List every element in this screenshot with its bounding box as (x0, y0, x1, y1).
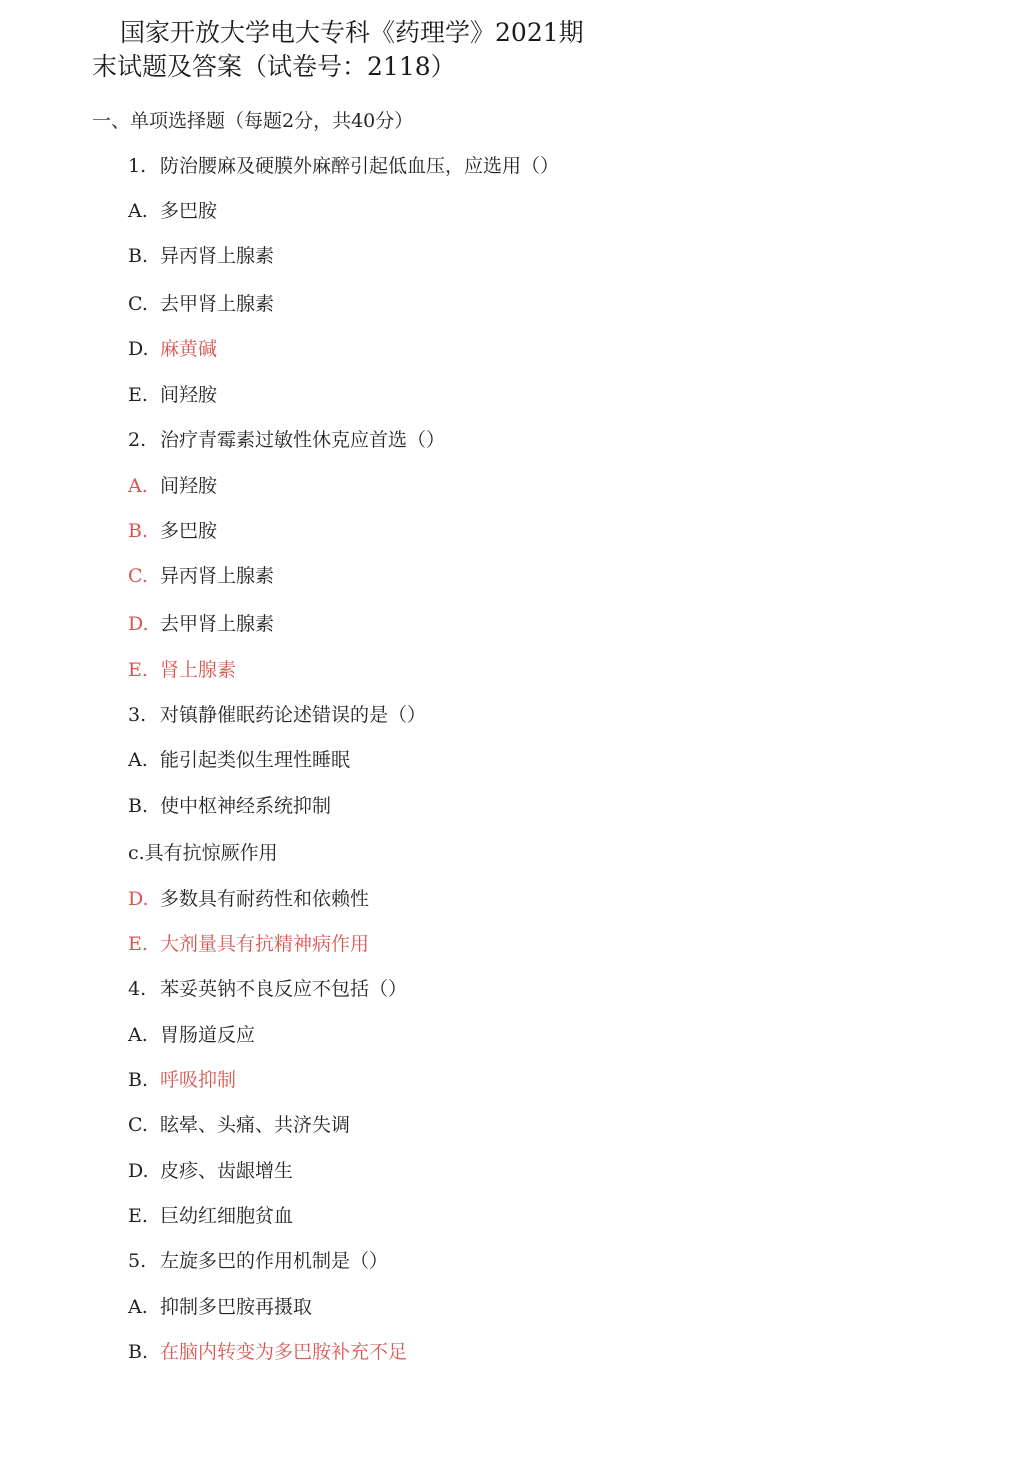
option-letter: A. (128, 749, 148, 771)
question-number: 5. (128, 1250, 147, 1272)
option-letter: E. (128, 933, 148, 955)
question-stem (128, 978, 407, 1001)
option-text: 抑制多巴胺再摄取 (160, 1296, 313, 1318)
option-letter: B. (128, 520, 149, 542)
answer-option (128, 384, 217, 407)
answer-option (128, 245, 274, 268)
answer-option (128, 293, 274, 316)
option-text: 多数具有耐药性和依赖性 (160, 888, 370, 910)
option-letter: B. (128, 795, 149, 817)
option-text: 去甲肾上腺素 (160, 293, 275, 315)
answer-option (128, 200, 217, 223)
option-letter: B. (128, 245, 149, 267)
question-stem (128, 155, 559, 178)
question-stem (128, 704, 426, 727)
option-text: 去甲肾上腺素 (160, 613, 275, 635)
answer-option (128, 1205, 293, 1228)
question-stem (128, 429, 445, 452)
answer-option (128, 338, 217, 361)
option-text: 呼吸抑制 (160, 1069, 237, 1091)
option-letter: A. (128, 475, 148, 497)
option-letter: D. (128, 1160, 149, 1182)
option-letter: B. (128, 1341, 149, 1363)
document-title-line-1: 国家开放大学电大专科《药理学》2021期 (120, 18, 584, 47)
answer-option (128, 1069, 236, 1092)
question-number: 3. (128, 704, 147, 726)
option-letter: D. (128, 613, 149, 635)
option-letter: C. (128, 293, 148, 315)
option-text: 多巴胺 (160, 200, 218, 222)
option-text: 能引起类似生理性睡眠 (160, 749, 351, 771)
option-text: 大剂量具有抗精神病作用 (160, 933, 370, 955)
option-text: 眩晕、头痛、共济失调 (160, 1114, 351, 1136)
option-text: 多巴胺 (160, 520, 218, 542)
option-text: c.具有抗惊厥作用 (128, 842, 278, 864)
answer-option (128, 1024, 255, 1047)
answer-option (128, 613, 274, 636)
option-text: 皮疹、齿龈增生 (160, 1160, 294, 1182)
question-text: 左旋多巴的作用机制是（） (160, 1250, 389, 1272)
option-text: 胃肠道反应 (160, 1024, 256, 1046)
answer-option (128, 659, 236, 682)
answer-option (128, 749, 350, 772)
question-text: 治疗青霉素过敏性休克应首选（） (160, 429, 446, 451)
option-text: 麻黄碱 (160, 338, 218, 360)
document-title-line-2: 末试题及答案（试卷号：2118） (92, 52, 456, 81)
question-number: 4. (128, 978, 147, 1000)
option-letter: B. (128, 1069, 149, 1091)
answer-option (128, 842, 278, 865)
option-letter: E. (128, 384, 148, 406)
question-number: 1. (128, 155, 147, 177)
option-letter: E. (128, 1205, 148, 1227)
option-letter: E. (128, 659, 148, 681)
section-heading: 一、单项选择题（每题2分，共40分） (92, 110, 414, 132)
option-text: 肾上腺素 (160, 659, 237, 681)
question-text: 防治腰麻及硬膜外麻醉引起低血压，应选用（） (160, 155, 560, 177)
question-number: 2. (128, 429, 147, 451)
option-letter: A. (128, 1024, 148, 1046)
question-stem (128, 1250, 388, 1273)
question-text: 苯妥英钠不良反应不包括（） (160, 978, 408, 1000)
option-text: 异丙肾上腺素 (160, 565, 275, 587)
option-text: 在脑内转变为多巴胺补充不足 (160, 1341, 408, 1363)
option-letter: A. (128, 1296, 148, 1318)
option-text: 间羟胺 (160, 384, 218, 406)
answer-option (128, 475, 217, 498)
option-letter: C. (128, 565, 148, 587)
answer-option (128, 520, 217, 543)
option-text: 巨幼红细胞贫血 (160, 1205, 294, 1227)
option-text: 使中枢神经系统抑制 (160, 795, 332, 817)
question-text: 对镇静催眠药论述错误的是（） (160, 704, 427, 726)
option-text: 异丙肾上腺素 (160, 245, 275, 267)
answer-option (128, 1114, 350, 1137)
answer-option (128, 888, 369, 911)
option-letter: D. (128, 338, 149, 360)
option-letter: A. (128, 200, 148, 222)
option-letter: C. (128, 1114, 148, 1136)
answer-option (128, 1160, 293, 1183)
answer-option (128, 795, 331, 818)
option-letter: D. (128, 888, 149, 910)
option-text: 间羟胺 (160, 475, 218, 497)
answer-option (128, 1296, 312, 1319)
answer-option (128, 1341, 407, 1364)
answer-option (128, 933, 369, 956)
answer-option (128, 565, 274, 588)
